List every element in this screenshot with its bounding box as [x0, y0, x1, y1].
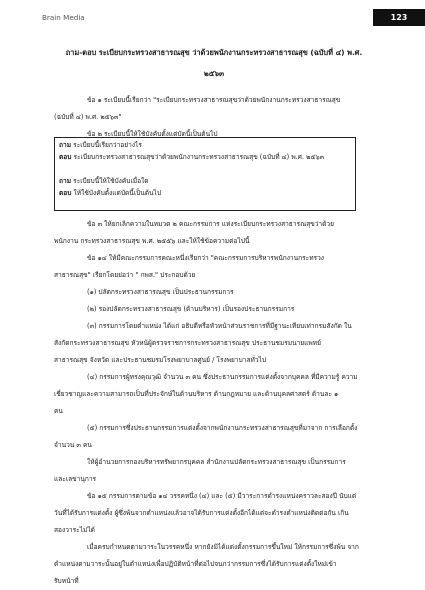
question-text: ระเบียบนี้ให้ใช้บังคับเมื่อใด [73, 177, 149, 185]
body-line: สาธารณสุข" เรียกโดยย่อว่า " กพส." ประกอบด้วย [54, 271, 196, 279]
question-label: ถาม [59, 177, 72, 185]
body-line: (๒) รองปลัดกระทรวงสาธารณสุข (ด้านบริหาร) เป็นรองประธานกรรมการ [87, 305, 295, 313]
body-line: (๑) ปลัดกระทรวงสาธารณสุข เป็นประธานกรรมการ [87, 288, 234, 296]
body-line: รับหน้าที่ [54, 577, 79, 585]
page-title [48, 42, 380, 84]
title-line-1: ถาม-ตอบ ระเบียบกระทรวงสาธารณสุข ว่าด้วยพนักงานกระทรวงสาธารณสุข (ฉบับที่ ๔) พ.ศ. [65, 48, 363, 57]
body-line: จำนวน ๓ คน [54, 441, 92, 449]
body-line: สาธารณสุข จังหวัด และประธานชมรมโรงพยาบาลศูนย์ / โรงพยาบาลทั่วไป [54, 356, 267, 364]
answer-label: ตอบ [59, 153, 72, 161]
body-line: สังกัดกระทรวงสาธารณสุข หัวหน้ผู้ตรวจราชการกระทรวงสาธารณสุข ประธานชมรมนายแพทย์ [54, 339, 321, 347]
body-line: (๔) กรรมการผู้ทรงคุณวุฒิ จำนวน ๓ คน ซึ่งประธานกรรมการแต่งตั้งจากบุคคล ที่มีความรู้ ความ [87, 373, 358, 381]
answer-text: ระเบียบกระทรวงสาธารณสุขว่าด้วยพนักงานกระทรวงสาธารณสุข (ฉบับที่ ๔) พ.ศ. ๒๕๖๓ [73, 153, 325, 161]
body-line: และเลขานุการ [54, 475, 97, 483]
body-line: ข้อ ๑๕ กรรมการตามข้อ ๑๔ วรรคหนึ่ง (๔) และ (๕) มีวาระการดำรงแหน่งคราวละสองปี นับแต่ [87, 492, 357, 500]
body-line: ข้อ ๑๔ ให้มีคณะกรรมการคณะหนึ่งเรียกว่า "คณะกรรมการบริหารพนักงานกระทรวง [87, 254, 325, 262]
qa-box [54, 137, 356, 211]
qa-answer-1 [59, 151, 351, 163]
body-line: ข้อ ๓ ให้ยกเลิกความในหมวด ๒ คณะกรรมการ แห่งระเบียบกระทรวงสาธารณสุขว่าด้วย [87, 220, 334, 228]
body-line: เมื่อครบกำหนดตามวาระในวรรคหนึ่ง หากยังมิได้แต่งตั้งกรรมการขึ้นใหม่ ให้กรรมการซึ่งพ้น จาก [87, 543, 359, 551]
intro-line: ข้อ ๒ ระเบียบนี้ให้ใช้บังคับตั้งแต่บัดนี้เป็นต้นไป [87, 130, 218, 138]
body-section [54, 216, 376, 590]
body-line: ตำแหน่งตามวาระนั้นอยู่ในตำแหน่งเพื่อปฏิบัติหน้าที่ต่อไปจนกว่ากรรมการซึ่งได้รับการแต่งตั้งใหม่เข้า [54, 560, 337, 568]
header-brand: Brain Media [42, 13, 85, 22]
body-line: (๓) กรรมการโดยตำแหน่ง ได้แก่ อธิบดีหรือหัวหน้าส่วนราชการที่มีฐานะเทียบเท่ากรมสังกัด ใน [87, 322, 352, 330]
body-line: เชี่ยวชาญและความสามารถเป็นที่ประจักษ์ในด้านบริหาร ด้านกฎหมาย และด้านบุคลศาสตร์ ด้านละ ๑ [54, 390, 339, 398]
body-line: ให้ผู้อำนวยการกองบริหารทรัพยากรบุคคล สำนักงานปลัดกระทรวงสาธารณสุข เป็นกรรมการ [87, 458, 346, 466]
title-line-2: ๒๕๖๓ [203, 69, 225, 78]
intro-section [54, 92, 376, 143]
answer-label: ตอบ [59, 189, 72, 197]
qa-answer-2 [59, 187, 351, 199]
question-label: ถาม [59, 141, 72, 149]
intro-line: ข้อ ๑ ระเบียบนี้เรียกว่า "ระเบียบกระทรวงสาธารณสุขว่าด้วยพนักงานกระทรวงสาธารณสุข [87, 96, 341, 104]
intro-line: (ฉบับที่ ๔) พ.ศ. ๒๕๖๓" [54, 113, 122, 121]
body-line: คน [54, 407, 63, 415]
question-text: ระเบียบนี้เรียกว่าอย่างไร [73, 141, 142, 149]
body-line: (๕) กรรมการซึ่งประธานกรรมการแต่งตั้งจากพนักงานกระทรวงสาธารณสุขที่มาจาก การเลือกตั้ง [87, 424, 358, 432]
qa-question-1 [59, 139, 351, 151]
body-line: วันที่ได้รับการแต่งตั้ง ผู้ซึ่งพ้นจากตำแหน่งแล้วอาจได้รับการแต่งตั้งอีกได้แต่จะดำรงตำแหน่งติดต่อกัน เกิน [54, 509, 349, 517]
body-line: พนักงาน กระทรวงสาธารณสุข พ.ศ. ๒๕๕๖ และให้ใช้ข้อความต่อไปนี้ [54, 237, 250, 245]
page-number-badge: 123 [373, 9, 425, 26]
body-line: สองวาระไม่ได้ [54, 526, 95, 534]
qa-question-2 [59, 175, 351, 187]
answer-text: ให้ใช้บังคับตั้งแต่บัดนี้เป็นต้นไป [73, 189, 162, 197]
